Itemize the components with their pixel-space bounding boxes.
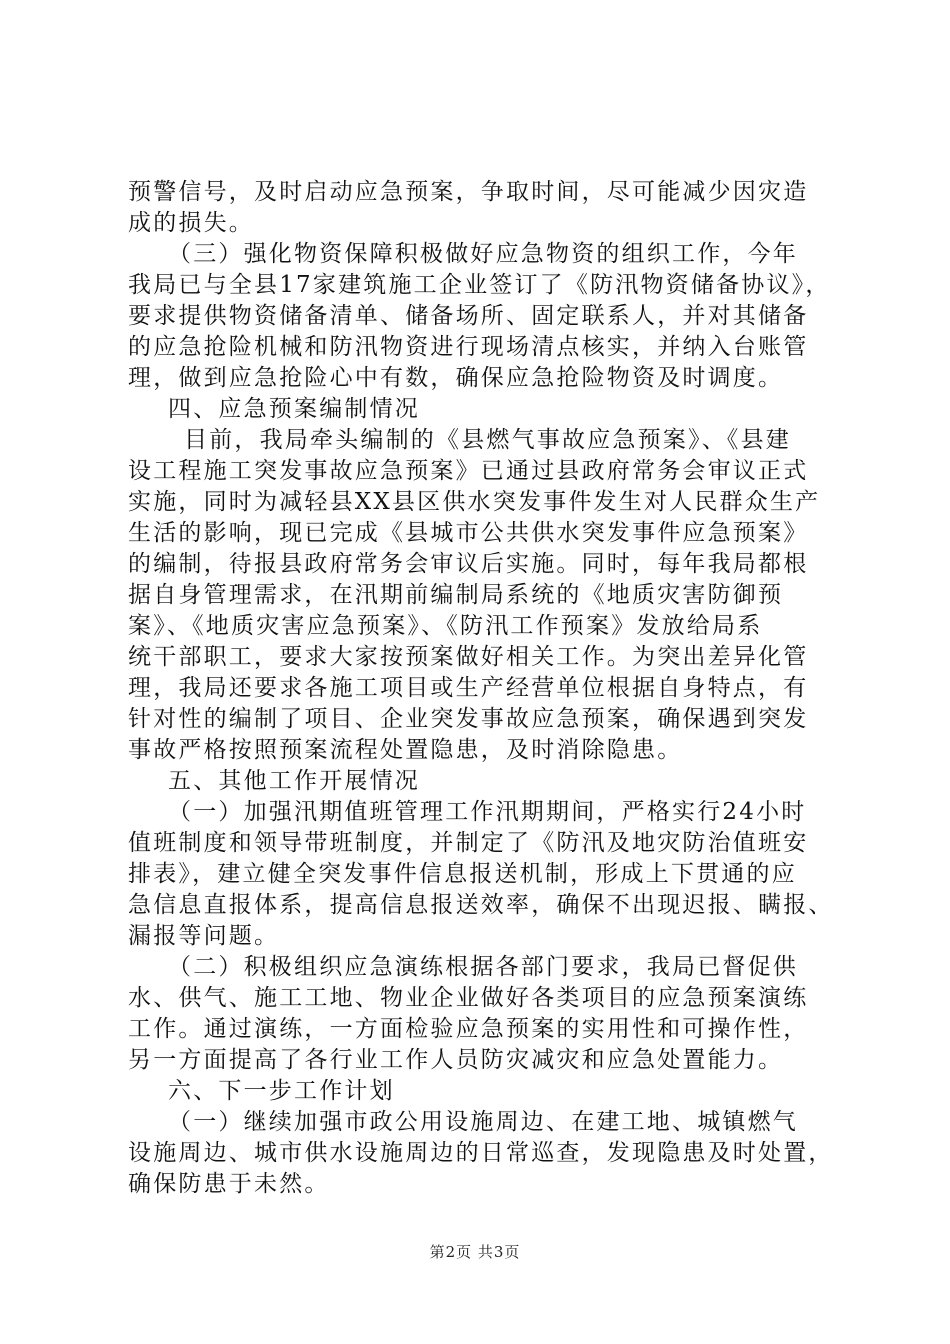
text-line: 针对性的编制了项目、企业突发事故应急预案，确保遇到突发 xyxy=(128,706,809,732)
text-line: 统干部职工，要求大家按预案做好相关工作。为突出差异化管 xyxy=(128,644,809,670)
text-line: 预警信号，及时启动应急预案，争取时间，尽可能减少因灾造 xyxy=(128,179,809,205)
text-line: 据自身管理需求，在汛期前编制局系统的《地质灾害防御预 xyxy=(128,582,784,608)
text-line: 事故严格按照预案流程处置隐患，及时消除隐患。 xyxy=(128,737,683,763)
text-line: 值班制度和领导带班制度，并制定了《防汛及地灾防治值班安 xyxy=(128,830,809,856)
text-line: 的编制，待报县政府常务会审议后实施。同时，每年我局都根 xyxy=(128,551,809,577)
section-heading: 六、下一步工作计划 xyxy=(168,1078,395,1104)
text-line: 实施，同时为减轻县XX县区供水突发事件发生对人民群众生产 xyxy=(128,489,821,515)
text-line: 要求提供物资储备清单、储备场所、固定联系人，并对其储备 xyxy=(128,303,809,329)
paragraph-start: （三）强化物资保障积极做好应急物资的组织工作，今年 xyxy=(168,241,798,267)
text-line: 水、供气、施工工地、物业企业做好各类项目的应急预案演练 xyxy=(128,985,809,1011)
text-line: 的应急抢险机械和防汛物资进行现场清点核实，并纳入台账管 xyxy=(128,334,809,360)
text-line: 排表》，建立健全突发事件信息报送机制，形成上下贯通的应 xyxy=(128,861,797,887)
paragraph-start: 目前，我局牵头编制的《县燃气事故应急预案》、《县建 xyxy=(184,427,791,453)
paragraph-start: （一）加强汛期值班管理工作汛期期间，严格实行24小时 xyxy=(168,799,807,825)
page-footer: 第2页 共3页 xyxy=(429,1243,521,1261)
text-line: 案》、《地质灾害应急预案》、《防汛工作预案》发放给局系 xyxy=(128,613,763,639)
text-line: 理，做到应急抢险心中有数，确保应急抢险物资及时调度。 xyxy=(128,365,784,391)
text-line: 我局已与全县17家建筑施工企业签订了《防汛物资储备协议》， xyxy=(128,272,831,298)
text-line: 工作。通过演练，一方面检验应急预案的实用性和可操作性， xyxy=(128,1016,809,1042)
text-line: 漏报等问题。 xyxy=(128,923,280,949)
text-line: 生活的影响，现已完成《县城市公共供水突发事件应急预案》 xyxy=(128,520,809,546)
text-line: 急信息直报体系，提高信息报送效率，确保不出现迟报、瞒报、 xyxy=(128,892,834,918)
text-line: 确保防患于未然。 xyxy=(128,1171,330,1197)
paragraph-start: （二）积极组织应急演练根据各部门要求，我局已督促供 xyxy=(168,954,798,980)
text-line: 成的损失。 xyxy=(128,210,254,236)
text-line: 另一方面提高了各行业工作人员防灾减灾和应急处置能力。 xyxy=(128,1047,784,1073)
section-heading: 四、应急预案编制情况 xyxy=(168,396,420,422)
paragraph-start: （一）继续加强市政公用设施周边、在建工地、城镇燃气 xyxy=(168,1109,798,1135)
text-line: 设施周边、城市供水设施周边的日常巡查，发现隐患及时处置， xyxy=(128,1140,834,1166)
section-heading: 五、其他工作开展情况 xyxy=(168,768,420,794)
text-line: 设工程施工突发事故应急预案》已通过县政府常务会审议正式 xyxy=(128,458,809,484)
text-line: 理，我局还要求各施工项目或生产经营单位根据自身特点，有 xyxy=(128,675,809,701)
